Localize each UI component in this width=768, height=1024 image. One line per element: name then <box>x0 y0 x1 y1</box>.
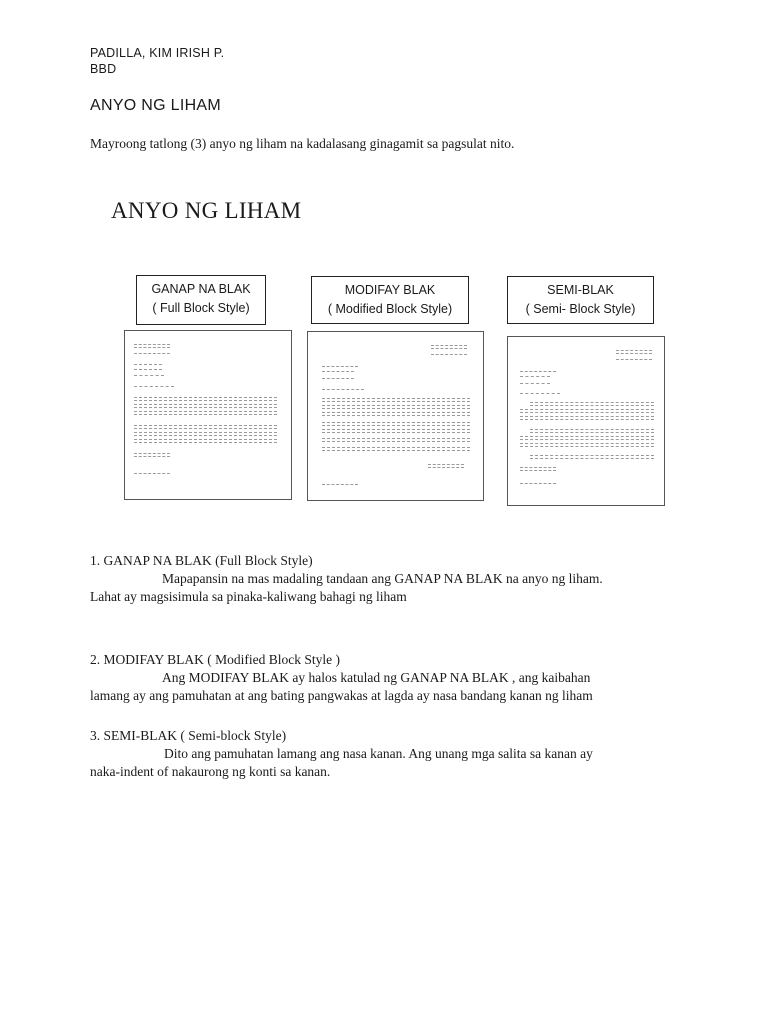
intro-paragraph: Mayroong tatlong (3) anyo ng liham na kadalasang ginagamit sa pagsulat nito. <box>90 136 515 151</box>
section-body-line: Lahat ay magsisimula sa pinaka-kaliwang bahagi ng liham <box>90 589 407 604</box>
section-heading: 2. MODIFAY BLAK ( Modified Block Style ) <box>90 652 340 667</box>
author-section: BBD <box>90 62 117 76</box>
author-block <box>90 45 224 77</box>
author-name: PADILLA, KIM IRISH P. <box>90 46 225 60</box>
section-full-block <box>90 552 680 606</box>
page-title: ANYO NG LIHAM <box>90 97 222 114</box>
label-modified-block-subtitle: ( Modified Block Style) <box>327 302 453 316</box>
section-body-line: Mapapansin na mas madaling tandaan ang GANAP NA BLAK na anyo ng liham. <box>162 571 603 586</box>
section-body-line: naka-indent of nakaurong ng konti sa kanan. <box>90 764 331 779</box>
letter-semi-block-illustration <box>507 336 665 506</box>
label-semi-block-name: SEMI-BLAK <box>547 283 614 297</box>
section-body-line: Ang MODIFAY BLAK ay halos katulad ng GANAP NA BLAK , ang kaibahan <box>162 670 591 685</box>
section-modified-block <box>90 651 680 705</box>
letter-modified-block-illustration <box>307 331 484 501</box>
label-full-block <box>136 275 266 325</box>
label-semi-block <box>507 276 654 324</box>
label-full-block-name: GANAP NA BLAK <box>151 282 251 296</box>
label-full-block-subtitle: ( Full Block Style) <box>152 301 250 315</box>
section-body-line: Dito ang pamuhatan lamang ang nasa kanan. Ang unang mga salita sa kanan ay <box>164 746 593 761</box>
label-semi-block-subtitle: ( Semi- Block Style) <box>525 302 636 316</box>
section-heading: 3. SEMI-BLAK ( Semi-block Style) <box>90 728 287 743</box>
section-body-line: lamang ay ang pamuhatan at ang bating pangwakas at lagda ay nasa bandang kanan ng liham <box>90 688 593 703</box>
section-semi-block <box>90 727 680 781</box>
label-modified-block-name: MODIFAY BLAK <box>344 283 436 297</box>
label-modified-block <box>311 276 469 324</box>
figure-title: ANYO NG LIHAM <box>111 198 302 223</box>
letter-styles-figure <box>100 190 680 520</box>
section-heading: 1. GANAP NA BLAK (Full Block Style) <box>90 553 313 568</box>
letter-full-block-illustration <box>124 330 292 500</box>
